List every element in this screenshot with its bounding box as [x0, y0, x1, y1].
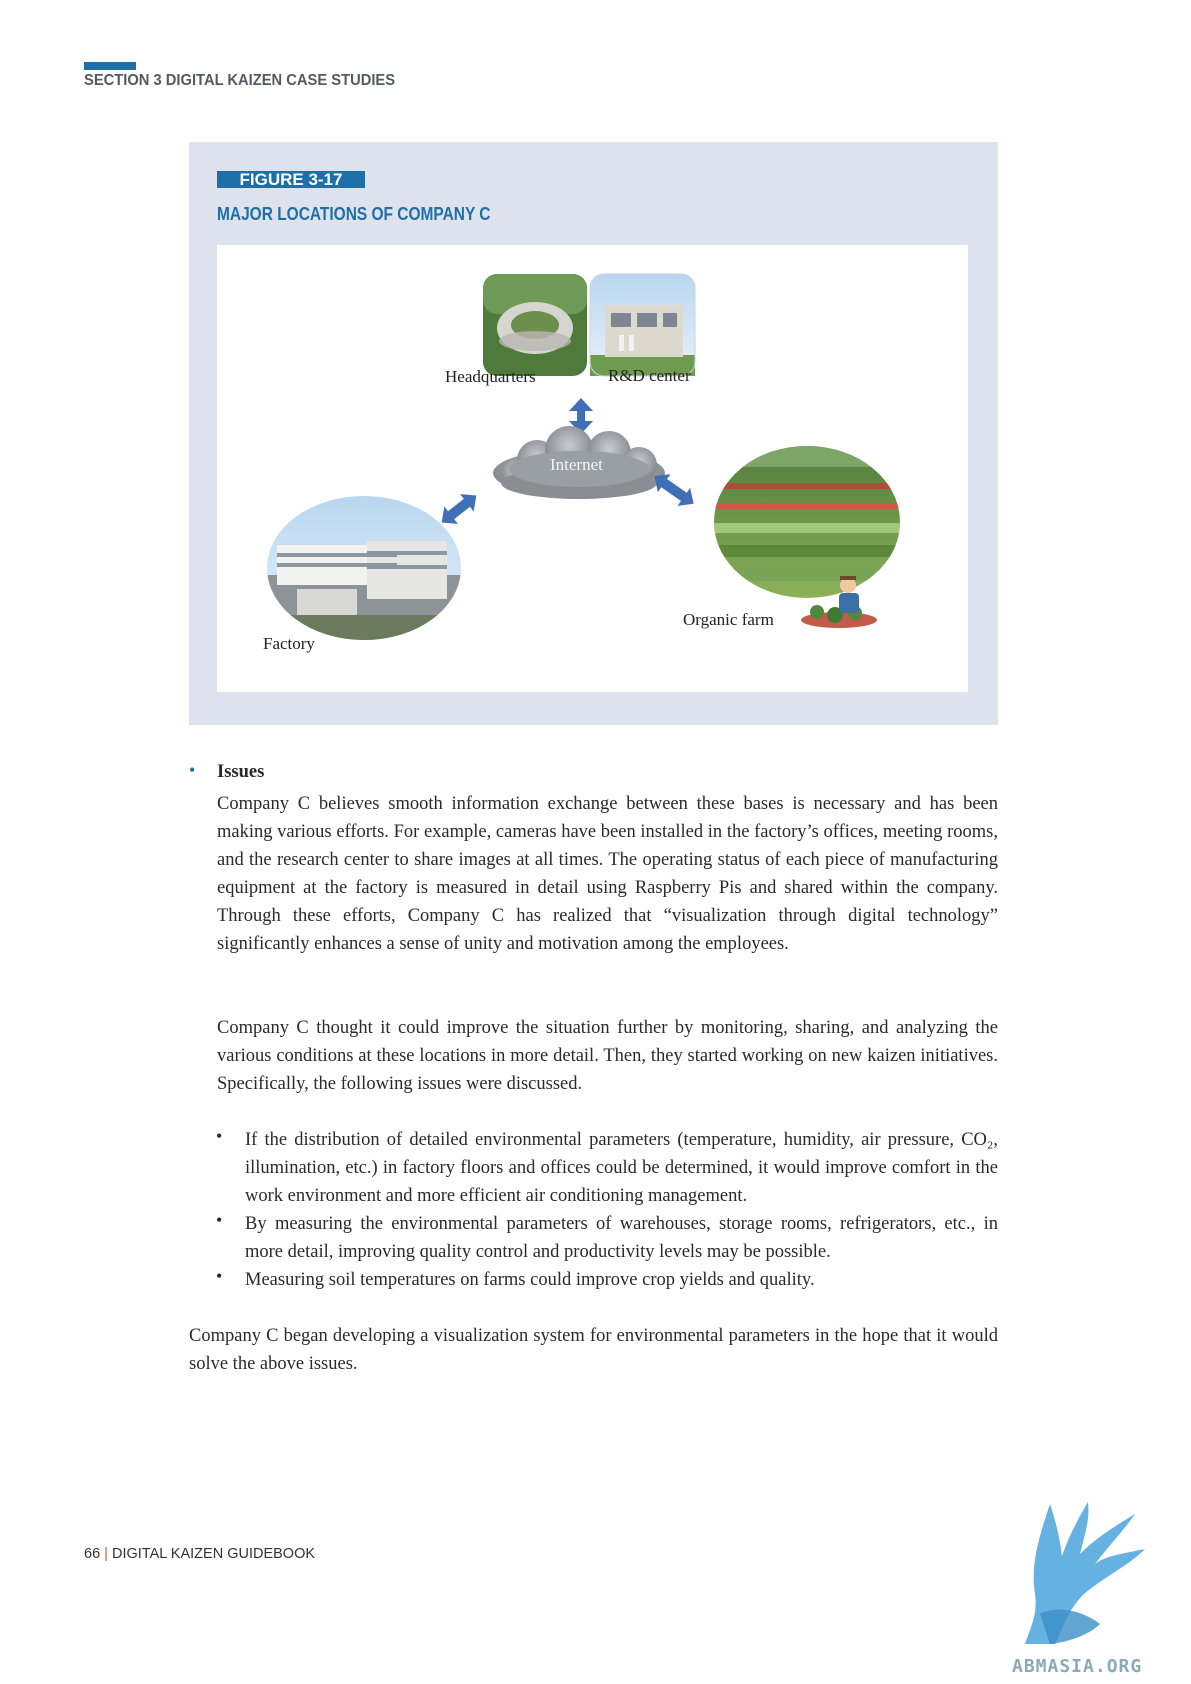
page-number: 66: [84, 1546, 101, 1562]
label-rnd-center: R&D center: [608, 366, 691, 385]
issue-item-3: Measuring soil temperatures on farms could improve crop yields and quality.: [245, 1270, 815, 1290]
issue-item-2: By measuring the environmental parameters of warehouses, storage rooms, refrigerators, etc., in more detail, improving quality control and productivity levels may be possible.: [245, 1214, 998, 1262]
issue-item-1: If the distribution of detailed environmental parameters (temperature, humidity, air pressure, CO₂, illumination, etc.) in factory floors and offices could be determined, it would improve comfort in the work environment and more efficient air conditioning management.: [245, 1130, 998, 1206]
issues-heading: Issues: [217, 762, 265, 782]
figure-diagram: [217, 245, 968, 692]
griffin-logo-icon: [1010, 1494, 1150, 1654]
figure-tag: FIGURE 3-17: [217, 171, 365, 188]
label-organic-farm: Organic farm: [683, 610, 774, 629]
issues-paragraph-2: Company C thought it could improve the situation further by monitoring, sharing, and analyzing the various conditions at these locations in more detail. Then, they started working on new kaizen initiatives. Specifically, the following issues were discussed.: [217, 1018, 998, 1094]
list-bullet-3: •: [216, 1266, 223, 1286]
page-footer: [84, 1546, 315, 1562]
label-headquarters: Headquarters: [445, 367, 536, 386]
section-title: SECTION 3 DIGITAL KAIZEN CASE STUDIES: [84, 72, 396, 89]
label-internet: Internet: [550, 455, 603, 474]
arrow-internet-factory: [435, 487, 483, 531]
footer-separator: |: [104, 1546, 108, 1562]
headquarters-photo: [483, 274, 587, 376]
issues-paragraph-1: Company C believes smooth information exchange between these bases is necessary and has been making various efforts. For example, cameras have been installed in the factory’s offices, meeting rooms, and the research center to share images at all times. The operating status of each piece of manufacturing equipment at the factory is measured in detail using Raspberry Pis and shared within the company. Through these efforts, Company C has realized that “visualization through digital technology” significantly enhances a sense of unity and motivation among the employees.: [217, 794, 998, 954]
book-title: DIGITAL KAIZEN GUIDEBOOK: [111, 1546, 316, 1562]
list-bullet-1: •: [216, 1126, 223, 1146]
figure-panel: [189, 142, 998, 725]
figure-caption: MAJOR LOCATIONS OF COMPANY C: [217, 204, 491, 224]
list-bullet-2: •: [216, 1210, 223, 1230]
rnd-center-photo: [590, 274, 695, 376]
factory-photo: [267, 495, 467, 645]
section-accent-bar: [84, 62, 136, 70]
organic-farm-photo: [707, 440, 907, 600]
label-factory: Factory: [263, 634, 315, 653]
conclusion-paragraph: Company C began developing a visualization system for environmental parameters in the hope that it would solve the above issues.: [189, 1326, 998, 1374]
issues-bullet: •: [189, 760, 196, 780]
watermark-text: ABMASIA.ORG: [1012, 1656, 1143, 1677]
